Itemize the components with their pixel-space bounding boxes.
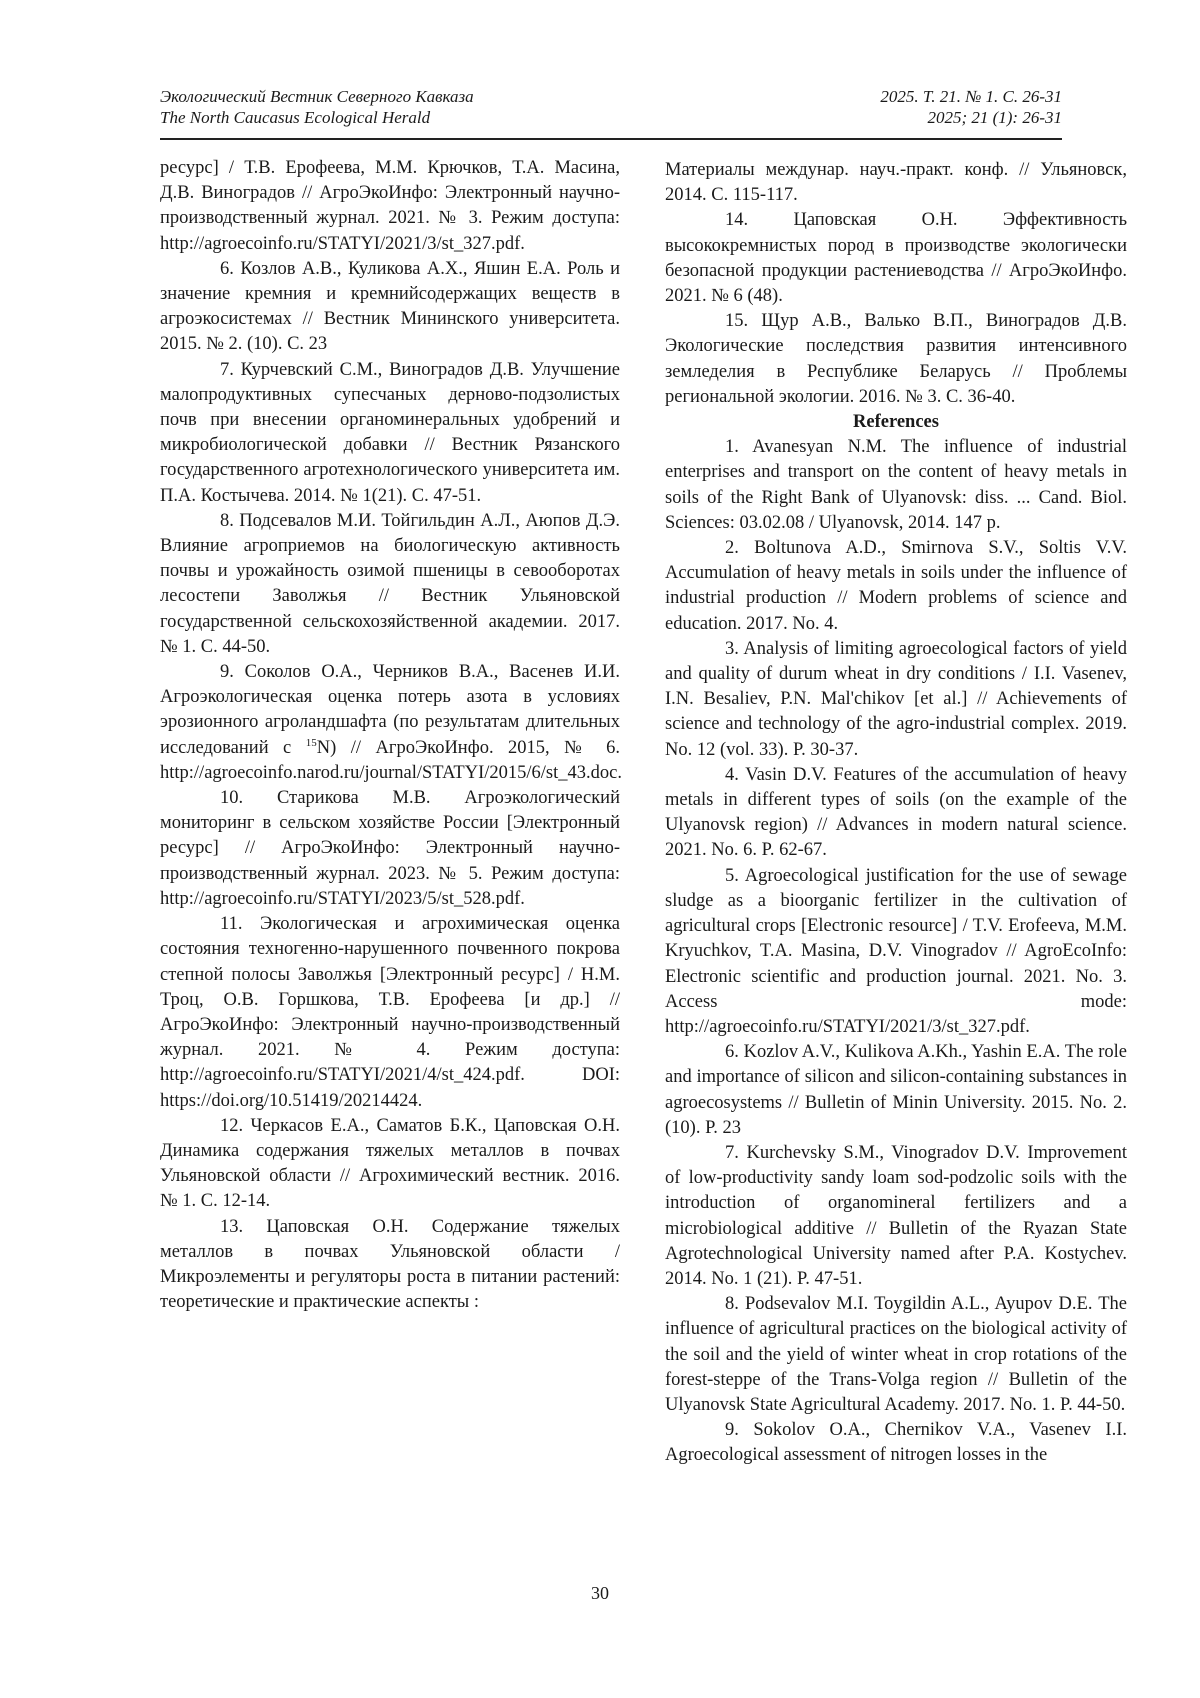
reference-text: N) // АгроЭкоИнфо. 2015, № 6. http://agroecoinfo.narod.ru/journal/STATYI/2015/6/st_43.doc. (160, 737, 622, 783)
reference-item (160, 660, 620, 786)
right-column (665, 158, 1127, 1469)
reference-item: 14. Цаповская О.Н. Эффективность высококремнистых пород в производстве экологически безопасной продукции растениеводства // АгроЭкоИнфо. 2021. № 6 (48). (665, 210, 1127, 307)
reference-item: 9. Sokolov O.A., Chernikov V.A., Vasenev I.I. Agroecological assessment of nitrogen losses in the (665, 1420, 1127, 1466)
reference-item: 7. Курчевский С.М., Виноградов Д.В. Улучшение малопродуктивных супесчаных дерново-подзолистых почв при внесении органоминеральных удобрений и микробиологической добавки // Вестник Рязанского государственного агротехнологического университета им. П.А. Костычева. 2014. № 1(21). С. 47-51. (160, 359, 620, 506)
isotope-superscript: 15 (305, 736, 317, 749)
reference-item: 6. Kozlov A.V., Kulikova A.Kh., Yashin E.A. The role and importance of silicon and silicon-containing substances in agroecosystems // Bulletin of Minin University. 2015. No. 2. (10). P. 23 (665, 1042, 1127, 1138)
reference-item: 12. Черкасов Е.А., Саматов Б.К., Цаповская О.Н. Динамика содержания тяжелых металлов в почвах Ульяновской области // Агрохимический вестник. 2016. № 1. С. 12-14. (160, 1115, 620, 1212)
reference-item: 7. Kurchevsky S.M., Vinogradov D.V. Improvement of low-productivity sandy loam sod-podzolic soils with the introduction of organomineral fertilizers and a microbiological additive // Bulletin of the Ryazan State Agrotechnological University named after P.A. Kostychev. 2014. No. 1 (21). P. 47-51. (665, 1142, 1127, 1289)
reference-item: ресурс] / Т.В. Ерофеева, М.М. Крючков, Т.А. Масина, Д.В. Виноградов // АгроЭкоИнфо: Электронный научно-производственный журнал. 2021. № 3. Режим доступа: http://agroecoinfo.ru/STATYI/2021/3/st_327.pdf. (160, 158, 620, 254)
reference-item: 2. Boltunova A.D., Smirnova S.V., Soltis V.V. Accumulation of heavy metals in soils under the influence of industrial production // Modern problems of science and education. 2017. No. 4. (665, 538, 1127, 634)
journal-title-ru: Экологический Вестник Северного Кавказа (160, 87, 474, 106)
citation-en: 2025; 21 (1): 26-31 (927, 108, 1062, 127)
page-number: 30 (591, 1583, 609, 1603)
reference-item: 11. Экологическая и агрохимическая оценка состояния техногенно-нарушенного почвенного покрова степной полосы Заволжья [Электронный ресурс] / Н.М. Троц, О.В. Горшкова, Т.В. Ерофеева [и др.] // АгроЭкоИнфо: Электронный научно-производственный журнал. 2021. № 4. Режим доступа: http://agroecoinfo.ru/STATYI/2021/4/st_424.pdf. DOI: https://doi.org/10.51419/20214424. (160, 914, 620, 1111)
reference-text: 9. Соколов О.А., Черников В.А., Васенев И.И. Агроэкологическая оценка потерь азота в условиях эрозионного агроландшафта (по результатам длительных исследований с (160, 662, 620, 758)
reference-item: 8. Podsevalov M.I. Toygildin A.L., Ayupov D.E. The influence of agricultural practices on the biological activity of the soil and the yield of winter wheat in crop rotations of the forest-steppe of the Trans-Volga region // Bulletin of the Ulyanovsk State Agricultural Academy. 2017. No. 1. P. 44-50. (665, 1294, 1127, 1415)
reference-item: 8. Подсевалов М.И. Тойгильдин А.Л., Аюпов Д.Э. Влияние агроприемов на биологическую активность почвы и урожайность озимой пшеницы в севооборотах лесостепи Заволжья // Вестник Ульяновской государственной сельскохозяйственной академии. 2017. № 1. С. 44-50. (160, 510, 620, 657)
reference-item: 1. Avanesyan N.M. The influence of industrial enterprises and transport on the content of heavy metals in soils of the Right Bank of Ulyanovsk: diss. ... Cand. Biol. Sciences: 03.02.08 / Ulyanovsk, 2014. 147 p. (665, 437, 1127, 533)
reference-item: 13. Цаповская О.Н. Содержание тяжелых металлов в почвах Ульяновской области / Микроэлементы и регуляторы роста в питании растений: теоретические и практические аспекты : (160, 1216, 620, 1313)
journal-title-en: The North Caucasus Ecological Herald (160, 108, 431, 127)
reference-item: 15. Щур А.В., Валько В.П., Виноградов Д.В. Экологические последствия развития интенсивного земледелия в Республике Беларусь // Проблемы региональной экологии. 2016. № 3. С. 36-40. (665, 311, 1127, 407)
reference-item: 5. Agroecological justification for the use of sewage sludge as a bioorganic fertilizer in the cultivation of agricultural crops [Electronic resource] / T.V. Erofeeva, M.M. Kryuchkov, T.A. Masina, D.V. Vinogradov // AgroEcoInfo: Electronic scientific and production journal. 2021. No. 3. Access mode: http://agroecoinfo.ru/STATYI/2021/3/st_327.pdf. (665, 865, 1127, 1037)
citation-ru: 2025. Т. 21. № 1. С. 26-31 (880, 87, 1062, 106)
reference-item: 3. Analysis of limiting agroecological factors of yield and quality of durum wheat in dry conditions / I.I. Vasenev, I.N. Besaliev, P.N. Mal'chikov [et al.] // Achievements of science and technology of the agro-industrial complex. 2019. No. 12 (vol. 33). P. 30-37. (665, 638, 1127, 760)
reference-item: Материалы междунар. науч.-практ. конф. // Ульяновск, 2014. С. 115-117. (665, 160, 1127, 206)
running-header (160, 86, 1062, 140)
left-column (160, 156, 620, 1315)
references-heading: References (853, 412, 939, 433)
reference-item: 4. Vasin D.V. Features of the accumulation of heavy metals in different types of soils (on the example of the Ulyanovsk region) // Advances in modern natural science. 2021. No. 6. P. 62-67. (665, 764, 1127, 861)
reference-item: 6. Козлов А.В., Куликова А.Х., Яшин Е.А. Роль и значение кремния и кремнийсодержащих веществ в агроэкосистемах // Вестник Мининского университета. 2015. № 2. (10). С. 23 (160, 258, 620, 355)
reference-item: 10. Старикова М.В. Агроэкологический мониторинг в сельском хозяйстве России [Электронный ресурс] // АгроЭкоИнфо: Электронный научно-производственный журнал. 2023. № 5. Режим доступа: http://agroecoinfo.ru/STATYI/2023/5/st_528.pdf. (160, 788, 620, 909)
